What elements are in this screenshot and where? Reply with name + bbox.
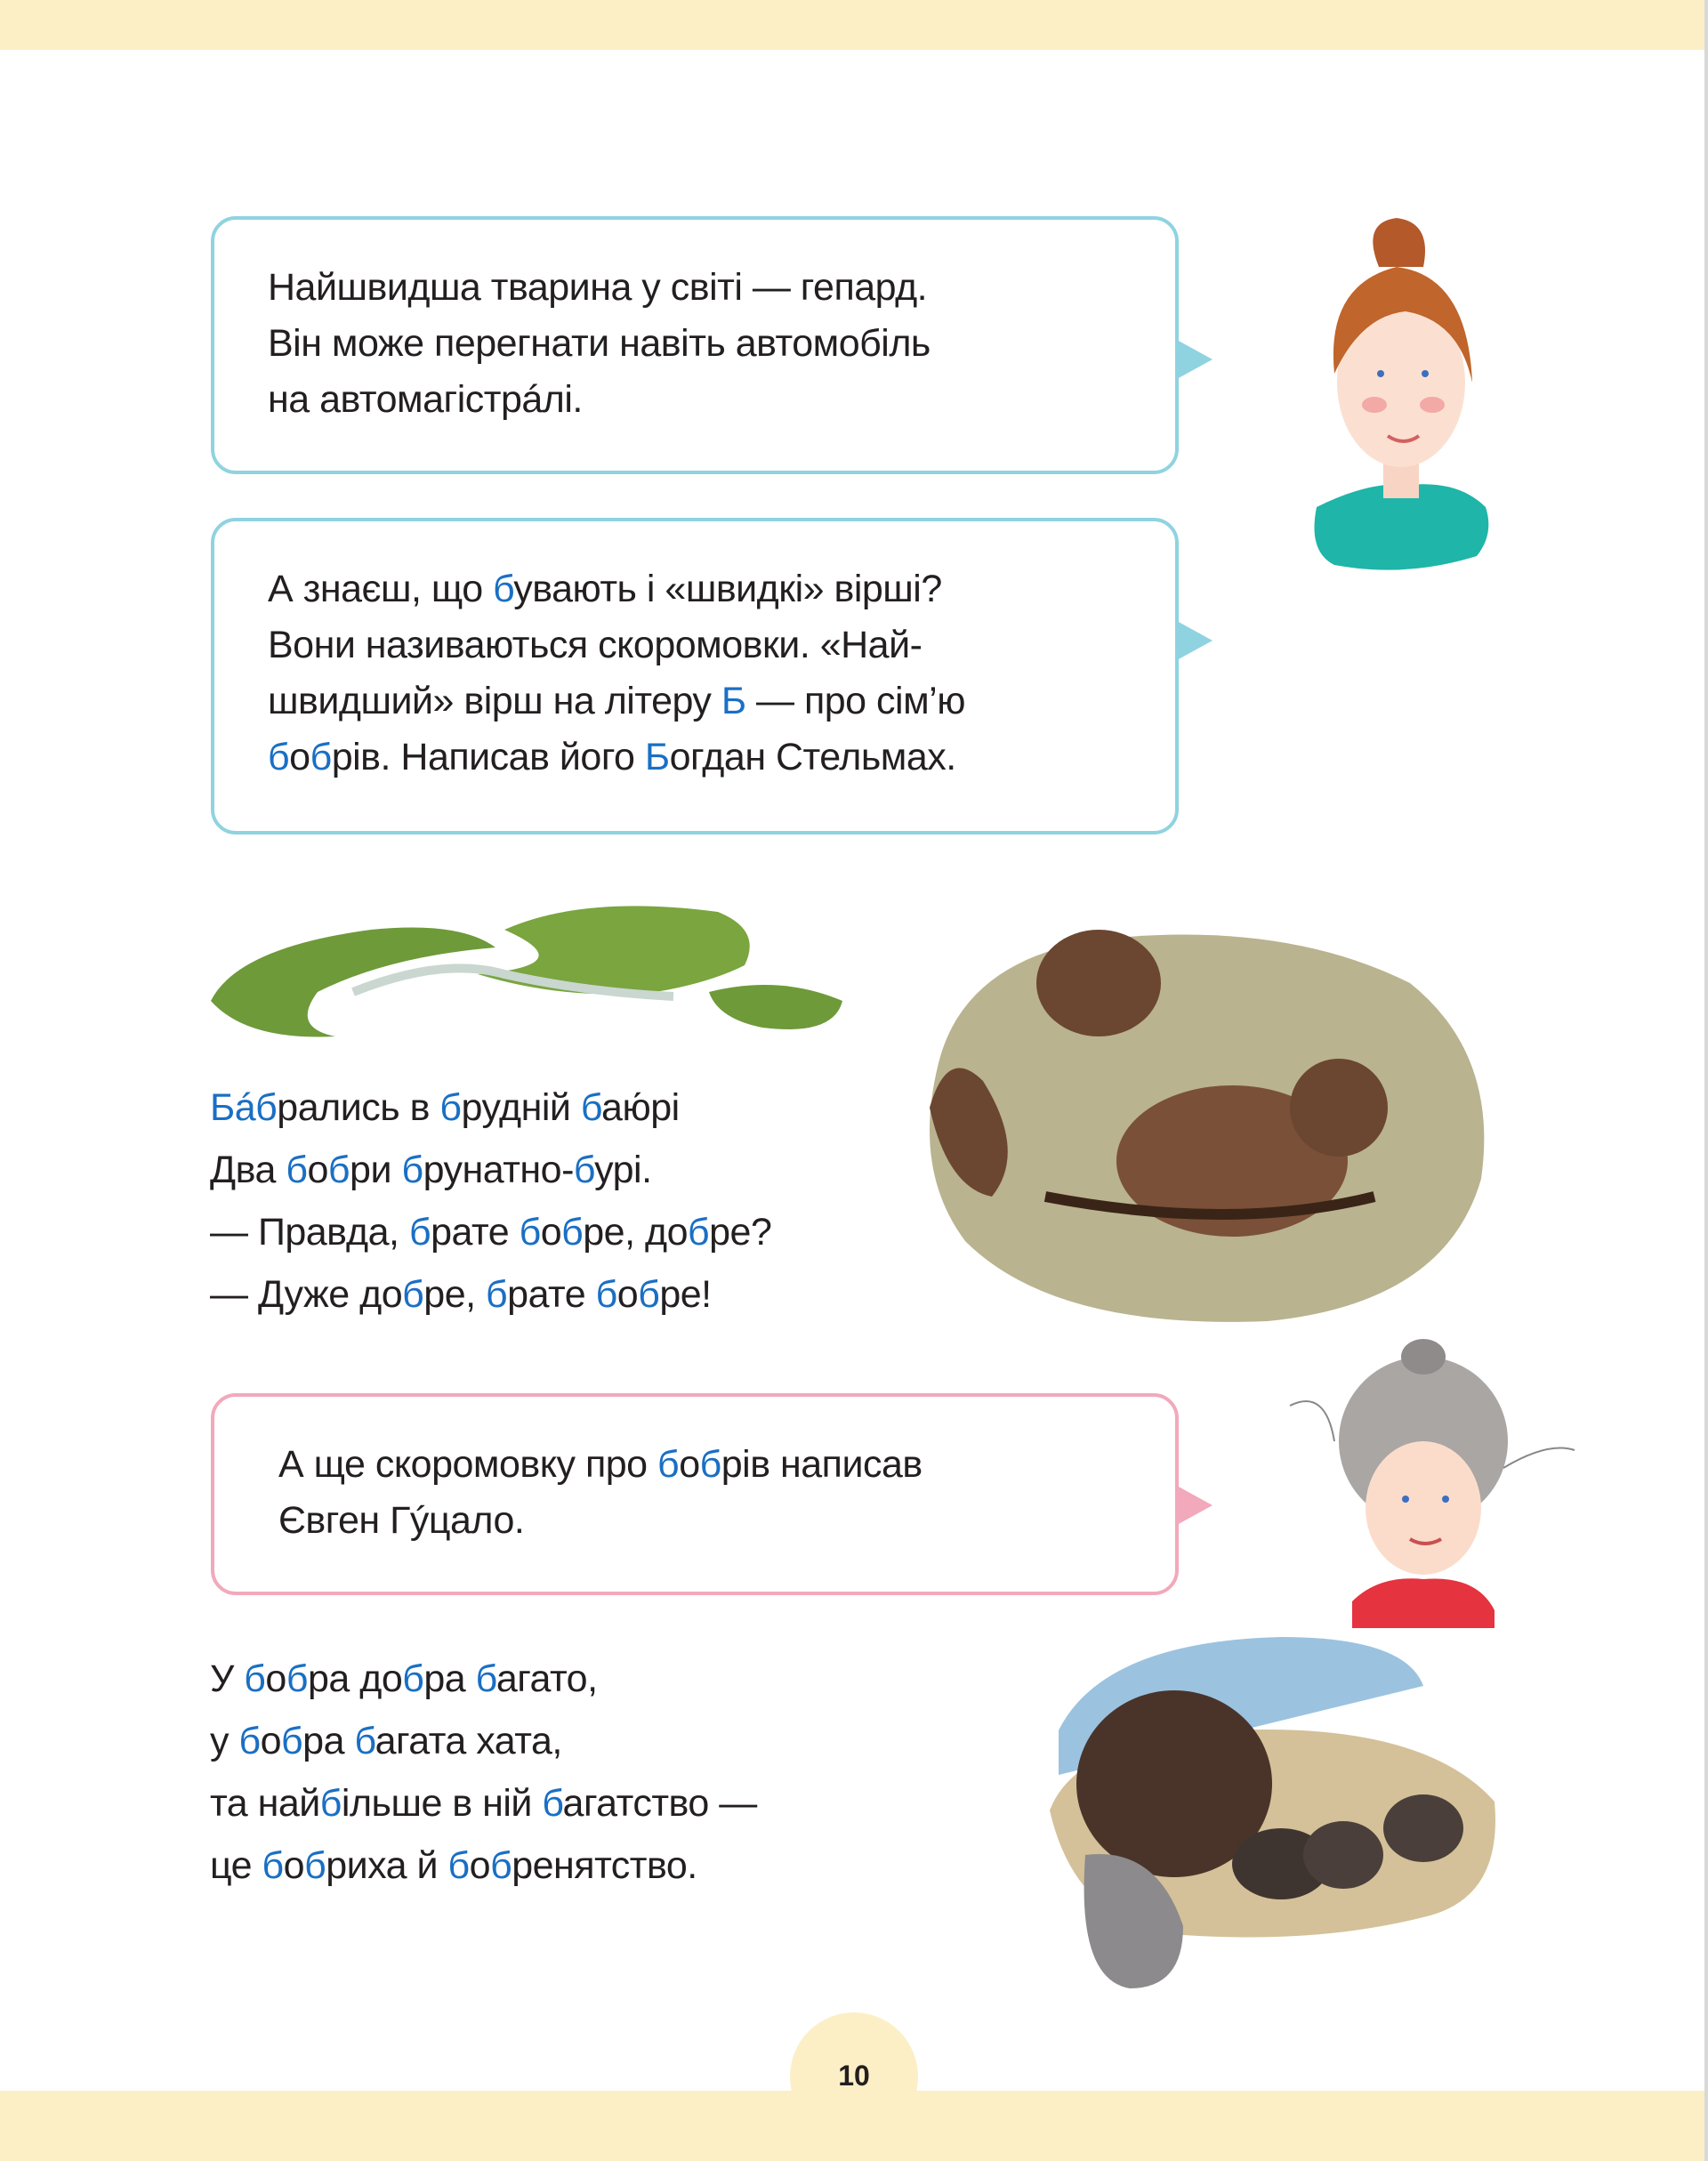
- text-line: на автомагістрáлі.: [268, 378, 583, 421]
- river-landscape-illustration: [211, 894, 851, 1045]
- text-line: [278, 1493, 922, 1549]
- text-segment: ри: [350, 1149, 402, 1191]
- speech-bubble-hutsalo: [211, 1393, 1179, 1595]
- text-segment: агатство —: [562, 1782, 757, 1825]
- highlighted-letter: б: [657, 1443, 680, 1486]
- text-segment: У: [210, 1657, 245, 1700]
- highlighted-letter: б: [244, 1657, 266, 1700]
- text-segment: А знаєш, що: [268, 568, 494, 610]
- text-segment: рались в: [277, 1086, 440, 1129]
- text-line: Найшвидша тварина у світі — гепард.: [268, 266, 928, 309]
- text-line: [268, 561, 965, 617]
- highlighted-letter: б: [699, 1443, 721, 1486]
- highlighted-letter: б: [262, 1844, 284, 1887]
- text-segment: о: [283, 1844, 305, 1887]
- text-segment: рудній: [461, 1086, 581, 1129]
- text-segment: — Правда,: [210, 1211, 409, 1254]
- highlighted-letter: б: [542, 1782, 563, 1825]
- text-segment: агато,: [495, 1657, 598, 1700]
- highlighted-letter: б: [319, 1782, 342, 1825]
- text-line: [210, 1139, 771, 1201]
- text-line: [210, 1263, 771, 1326]
- text-segment: Два: [210, 1149, 286, 1191]
- text-segment: ренятство.: [512, 1844, 697, 1887]
- text-segment: — Дуже до: [210, 1273, 403, 1316]
- highlighted-letter: б: [281, 1720, 303, 1762]
- highlighted-letter: б: [447, 1844, 470, 1887]
- text-line: [268, 730, 965, 786]
- text-segment: о: [679, 1443, 700, 1486]
- text-segment: агата хата,: [375, 1720, 562, 1762]
- text-line: [278, 1437, 922, 1493]
- highlighted-letter: б: [595, 1273, 617, 1316]
- text-segment: увають і «швидкі» вірші?: [513, 568, 942, 610]
- page-number: 10: [838, 2060, 870, 2092]
- tongue-twister-poem-stelmakh: [210, 1076, 771, 1326]
- girl-illustration: [1299, 214, 1512, 578]
- top-band: [0, 0, 1704, 50]
- bubble-text: [278, 1437, 922, 1549]
- bubble-text: [268, 260, 931, 428]
- text-segment: огдан Стельмах.: [669, 736, 956, 778]
- text-line: [210, 1076, 771, 1139]
- highlighted-letter: б: [268, 736, 290, 778]
- text-segment: урі.: [594, 1149, 652, 1191]
- text-line: Він може перегнати навіть автомобіль: [268, 322, 931, 365]
- highlighted-letter: б: [327, 1149, 350, 1191]
- text-segment: це: [210, 1844, 262, 1887]
- highlighted-letter: б: [688, 1211, 710, 1254]
- highlighted-letter: б: [493, 568, 514, 610]
- bubble-tail: [1177, 1486, 1213, 1525]
- highlighted-letter: б: [286, 1149, 308, 1191]
- beaver-family-illustration: [1050, 1633, 1503, 1997]
- text-segment: риха й: [326, 1844, 448, 1887]
- text-segment: ра до: [307, 1657, 403, 1700]
- text-line: [210, 1834, 757, 1897]
- speech-bubble-tongue-twisters: [211, 518, 1179, 835]
- highlighted-letter: б: [638, 1273, 660, 1316]
- highlighted-letter: б: [310, 736, 332, 778]
- highlighted-letter: б: [401, 1149, 423, 1191]
- text-segment: ільше в ній: [341, 1782, 543, 1825]
- text-segment: о: [260, 1720, 282, 1762]
- highlighted-letter: б: [402, 1657, 424, 1700]
- text-segment: о: [616, 1273, 639, 1316]
- highlighted-letter: б: [408, 1211, 431, 1254]
- highlighted-letter: б: [490, 1844, 512, 1887]
- text-segment: ре, до: [583, 1211, 688, 1254]
- highlighted-letter: б: [286, 1657, 308, 1700]
- highlighted-letter: б: [238, 1720, 261, 1762]
- highlighted-letter: б: [402, 1273, 424, 1316]
- highlighted-letter: б: [486, 1273, 508, 1316]
- text-segment: рунатно-: [423, 1149, 574, 1191]
- highlighted-letter: Б: [644, 736, 670, 778]
- text-segment: швидший» вірш на літеру: [268, 680, 721, 722]
- text-segment: о: [540, 1211, 562, 1254]
- highlighted-letter: б: [561, 1211, 584, 1254]
- highlighted-letter: б: [255, 1086, 278, 1129]
- text-segment: о: [265, 1657, 286, 1700]
- text-line: [210, 1201, 771, 1263]
- text-segment: Вони називаються скоромовки. «Най-: [268, 624, 922, 666]
- text-segment: рів. Написав його: [331, 736, 645, 778]
- highlighted-letter: б: [475, 1657, 496, 1700]
- text-segment: ре,: [423, 1273, 487, 1316]
- highlighted-letter: б: [304, 1844, 326, 1887]
- text-line: [268, 617, 965, 673]
- text-line: [210, 1710, 757, 1772]
- text-segment: — про сім’ю: [745, 680, 965, 722]
- highlighted-letter: б: [573, 1149, 595, 1191]
- highlighted-letter: б: [354, 1720, 375, 1762]
- text-segment: та най: [210, 1782, 320, 1825]
- highlighted-letter: б: [519, 1211, 541, 1254]
- text-line: [268, 673, 965, 730]
- text-segment: ре?: [709, 1211, 772, 1254]
- speech-bubble-cheetah: [211, 216, 1179, 474]
- text-segment: аю́рі: [601, 1086, 680, 1129]
- beavers-in-pond-illustration: [912, 903, 1499, 1326]
- bubble-tail: [1177, 621, 1213, 660]
- text-segment: у: [210, 1720, 239, 1762]
- text-segment: Євген Гýцало.: [278, 1499, 525, 1542]
- grandmother-illustration: [1263, 1334, 1583, 1628]
- tongue-twister-poem-hutsalo: [210, 1648, 757, 1897]
- text-segment: о: [307, 1149, 328, 1191]
- text-segment: рів написав: [721, 1443, 922, 1486]
- text-segment: ре!: [659, 1273, 712, 1316]
- text-line: [210, 1772, 757, 1834]
- bubble-text: [268, 561, 965, 786]
- text-segment: о: [469, 1844, 491, 1887]
- text-segment: о: [289, 736, 310, 778]
- text-segment: ра: [423, 1657, 476, 1700]
- highlighted-letter: б: [580, 1086, 602, 1129]
- text-segment: рате: [431, 1211, 520, 1254]
- highlighted-letter: Б: [721, 680, 746, 722]
- text-segment: А ще скоромовку про: [278, 1443, 658, 1486]
- bubble-tail: [1177, 340, 1213, 379]
- highlighted-letter: Бá: [210, 1086, 256, 1129]
- text-segment: рате: [507, 1273, 596, 1316]
- text-line: [210, 1648, 757, 1710]
- highlighted-letter: б: [439, 1086, 462, 1129]
- page-edge: [1704, 0, 1708, 2161]
- text-segment: ра: [302, 1720, 355, 1762]
